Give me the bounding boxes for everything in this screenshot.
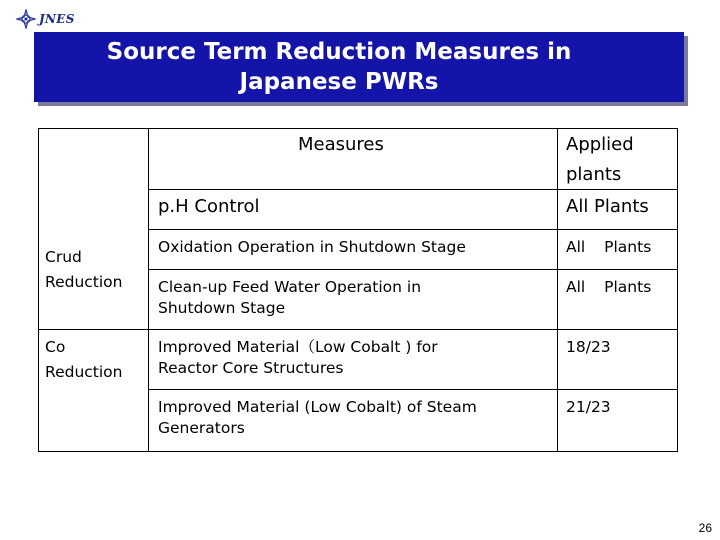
table-row-crud-2-measure [158, 277, 553, 319]
table-row-co-1-measure [158, 337, 553, 379]
co-label-line-1: Co [45, 338, 66, 356]
crud-label-line-2: Reduction [45, 273, 123, 291]
title-line-2: Japanese PWRs [239, 69, 439, 95]
table-row-co-1-applied: 18/23 [566, 338, 611, 356]
crud-label-line-1: Crud [45, 248, 82, 266]
co-1-measure-line-1: Improved Material（Low Cobalt ) for [158, 338, 438, 356]
co-1-measure-line-2: Reactor Core Structures [158, 359, 344, 377]
page-title [107, 37, 572, 97]
measures-table [38, 128, 678, 452]
header-applied-line-2: plants [566, 164, 622, 185]
crud-1-measure-line-1: Oxidation Operation in Shutdown Stage [158, 238, 466, 256]
crud-2-measure-line-2: Shutdown Stage [158, 299, 286, 317]
jnes-logo-mark-icon [16, 9, 36, 29]
ph-control-applied: All Plants [566, 196, 649, 217]
title-banner [34, 32, 684, 102]
ph-control-measure: p.H Control [158, 196, 260, 217]
co-reduction-label [45, 335, 123, 385]
header-applied-plants [566, 130, 676, 190]
header-measures: Measures [298, 134, 384, 155]
crud-2-measure-line-1: Clean-up Feed Water Operation in [158, 278, 422, 296]
table-row-crud-2-applied: All Plants [566, 278, 652, 296]
logo-text: JNES [39, 12, 75, 26]
header-applied-line-1: Applied [566, 134, 634, 155]
table-row-co-2-measure [158, 397, 553, 439]
table-row-crud-1-measure [158, 237, 553, 258]
co-2-measure-line-2: Generators [158, 419, 245, 437]
table-row-co-2-applied: 21/23 [566, 398, 611, 416]
table-row-crud-1-applied: All Plants [566, 238, 652, 256]
co-2-measure-line-1: Improved Material (Low Cobalt) of Steam [158, 398, 477, 416]
jnes-logo [16, 8, 75, 30]
co-label-line-2: Reduction [45, 363, 123, 381]
page-number: 26 [698, 521, 712, 535]
crud-reduction-label [45, 245, 123, 295]
title-line-1: Source Term Reduction Measures in [106, 39, 572, 65]
